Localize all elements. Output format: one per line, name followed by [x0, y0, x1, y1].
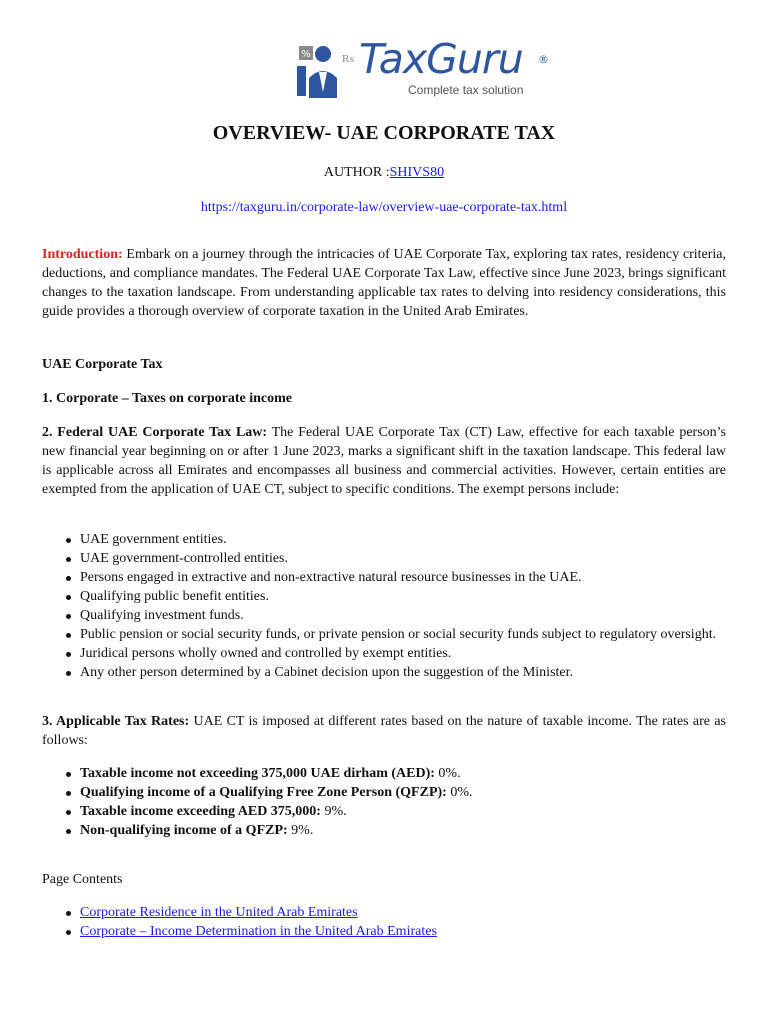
intro-label: Introduction:	[42, 247, 123, 262]
page-contents-heading: Page Contents	[42, 872, 123, 887]
tax-rates-list	[42, 764, 726, 840]
rate-label: Qualifying income of a Qualifying Free Zone Person (QFZP):	[80, 785, 447, 800]
source-url-link[interactable]: https://taxguru.in/corporate-law/overview-uae-corporate-tax.html	[200, 200, 568, 215]
brand-tagline: Complete tax solution	[408, 83, 524, 97]
list-item	[80, 903, 726, 922]
rate-value: 0%.	[446, 785, 473, 800]
point-3-label: 3. Applicable Tax Rates:	[42, 714, 190, 729]
rate-label: Taxable income exceeding AED 375,000:	[80, 804, 321, 819]
author-line	[42, 163, 726, 182]
intro-paragraph	[42, 245, 726, 321]
brand-name: TaxGuru	[359, 35, 523, 83]
point-2-label: 2. Federal UAE Corporate Tax Law:	[42, 425, 268, 440]
list-item	[80, 783, 726, 802]
author-prefix: AUTHOR :	[323, 165, 390, 180]
document-title: OVERVIEW- UAE CORPORATE TAX	[212, 122, 556, 144]
taxguru-badge-icon	[297, 42, 359, 100]
list-item	[80, 821, 726, 840]
registered-mark: ®	[538, 53, 549, 66]
svg-text:%: %	[301, 49, 311, 60]
rate-label: Non-qualifying income of a QFZP:	[80, 823, 288, 838]
point-2-text: The Federal UAE Corporate Tax (CT) Law, effective for each taxable person’s new financial year beginning on or after 1 June 2023, marks a significant shift in the taxation landscape. This federal law is applicable across all Emirates and encompasses all business and commercial activities. However, certain entities are exempted from the application of UAE CT, subject to specific conditions. The exempt persons include:	[42, 425, 726, 497]
author-link[interactable]: SHIVS80	[389, 165, 445, 180]
list-item	[80, 802, 726, 821]
list-item: Any other person determined by a Cabinet decision upon the suggestion of the Minister.	[80, 663, 726, 682]
list-item: Qualifying public benefit entities.	[80, 587, 726, 606]
source-url	[42, 198, 726, 217]
page-contents-list	[42, 903, 726, 941]
svg-text:₨: ₨	[342, 52, 355, 65]
list-item: Persons engaged in extractive and non-extractive natural resource businesses in the UAE.	[80, 568, 726, 587]
rate-value: 9%.	[320, 804, 347, 819]
intro-text: Embark on a journey through the intricacies of UAE Corporate Tax, exploring tax rates, residency criteria, deductions, and compliance mandates. The Federal UAE Corporate Tax Law, effective since June 2023, brings significant changes to the taxation landscape. From understanding applicable tax rates to delving into residency considerations, this guide provides a thorough overview of corporate taxation in the United Arab Emirates.	[42, 247, 726, 319]
rate-value: 9%.	[287, 823, 314, 838]
taxguru-logo	[297, 35, 559, 100]
list-item: Juridical persons wholly owned and controlled by exempt entities.	[80, 644, 726, 663]
rate-value: 0%.	[434, 766, 461, 781]
point-3-paragraph	[42, 712, 726, 750]
section-heading: UAE Corporate Tax	[42, 357, 163, 372]
list-item	[80, 764, 726, 783]
rate-label: Taxable income not exceeding 375,000 UAE dirham (AED):	[80, 766, 435, 781]
point-2-paragraph	[42, 423, 726, 499]
list-item: UAE government-controlled entities.	[80, 549, 726, 568]
list-item: Qualifying investment funds.	[80, 606, 726, 625]
list-item: UAE government entities.	[80, 530, 726, 549]
point-1-heading: 1. Corporate – Taxes on corporate income	[42, 391, 293, 406]
contents-link-corporate-residence[interactable]: Corporate Residence in the United Arab Emirates	[80, 905, 358, 920]
list-item	[80, 922, 726, 941]
list-item: Public pension or social security funds, or private pension or social security funds subject to regulatory oversight.	[80, 625, 726, 644]
exempt-persons-list	[42, 530, 726, 682]
point-3-text: UAE CT is imposed at different rates based on the nature of taxable income. The rates are as follows:	[42, 714, 726, 748]
contents-link-income-determination[interactable]: Corporate – Income Determination in the United Arab Emirates	[80, 924, 437, 939]
